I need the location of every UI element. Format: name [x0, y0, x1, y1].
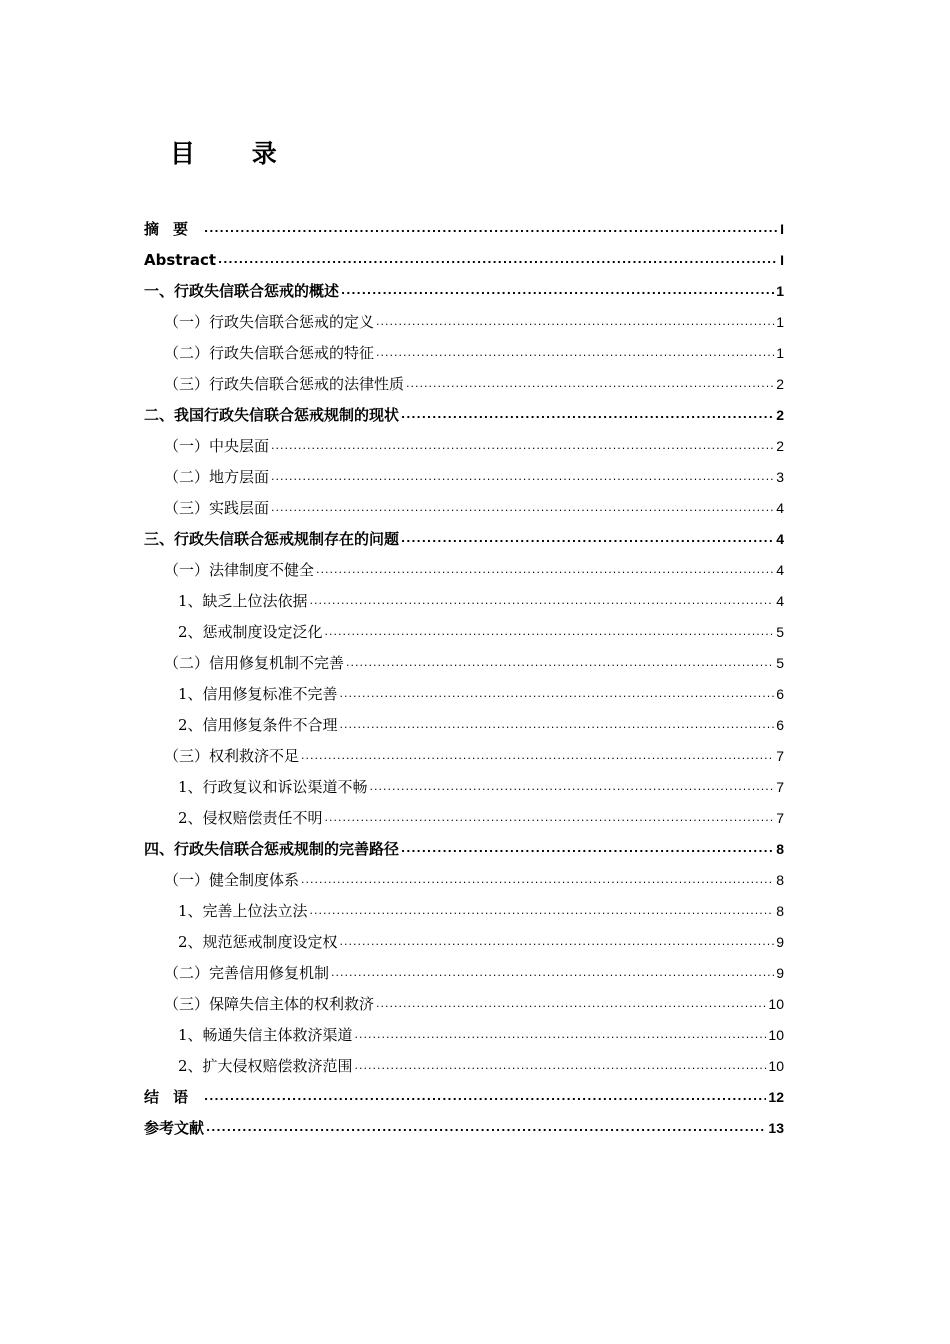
toc-entry[interactable] — [144, 648, 784, 679]
toc-entry-page: 7 — [776, 779, 784, 795]
toc-entry-page: 6 — [776, 717, 784, 733]
toc-entry[interactable] — [144, 958, 784, 989]
toc-leader-dots — [376, 306, 774, 337]
toc-entry-page: 9 — [776, 965, 784, 981]
toc-entry[interactable] — [144, 1113, 784, 1144]
toc-entry[interactable] — [144, 307, 784, 338]
toc-entry[interactable] — [144, 617, 784, 648]
toc-entry-label: 1、缺乏上位法依据 — [178, 592, 308, 610]
toc-entry-page: 8 — [776, 841, 784, 857]
toc-leader-dots — [346, 647, 774, 678]
toc-entry-label: （一）中央层面 — [164, 437, 270, 455]
toc-entry-page: 10 — [768, 1058, 784, 1074]
toc-leader-dots — [310, 895, 775, 926]
page-title: 目 录 — [170, 139, 301, 168]
toc-entry-page: 9 — [776, 934, 784, 950]
toc-leader-dots — [204, 1081, 766, 1112]
toc-entry-page: 6 — [776, 686, 784, 702]
toc-entry-label: （三）实践层面 — [164, 499, 270, 517]
toc-entry-label: 参考文献 — [144, 1119, 205, 1137]
toc-entry-page: 10 — [768, 1027, 784, 1043]
toc-entry[interactable] — [144, 803, 784, 834]
toc-entry[interactable] — [144, 493, 784, 524]
toc-entry-label: 结语 — [144, 1088, 203, 1106]
toc-leader-dots — [401, 523, 774, 554]
toc-entry-page: 10 — [768, 996, 784, 1012]
toc-leader-dots — [340, 678, 775, 709]
toc-entry[interactable] — [144, 1082, 784, 1113]
toc-entry-page: 13 — [768, 1120, 784, 1136]
toc-leader-dots — [218, 244, 778, 275]
toc-entry-label: 2、侵权赔偿责任不明 — [178, 809, 323, 827]
toc-entry-page: 4 — [776, 593, 784, 609]
toc-leader-dots — [401, 833, 774, 864]
toc-leader-dots — [341, 275, 774, 306]
toc-entry[interactable] — [144, 214, 784, 245]
toc-entry-label: 1、信用修复标准不完善 — [178, 685, 338, 703]
toc-entry[interactable] — [144, 276, 784, 307]
toc-entry-label: 2、惩戒制度设定泛化 — [178, 623, 323, 641]
toc-leader-dots — [370, 771, 775, 802]
toc-entry-label: 2、扩大侵权赔偿救济范围 — [178, 1057, 353, 1075]
toc-entry-page: I — [780, 252, 784, 268]
toc-leader-dots — [271, 492, 774, 523]
toc-entry-label: 四、行政失信联合惩戒规制的完善路径 — [144, 840, 400, 858]
toc-leader-dots — [301, 864, 774, 895]
toc-entry-label: （二）信用修复机制不完善 — [164, 654, 345, 672]
toc-entry-page: 2 — [776, 438, 784, 454]
toc-leader-dots — [206, 1112, 766, 1143]
toc-entry-page: 1 — [776, 314, 784, 330]
toc-entry-page: 8 — [776, 872, 784, 888]
toc-entry-label: 1、畅通失信主体救济渠道 — [178, 1026, 353, 1044]
toc-entry[interactable] — [144, 741, 784, 772]
toc-leader-dots — [376, 988, 766, 1019]
toc-entry-page: 3 — [776, 469, 784, 485]
toc-entry[interactable] — [144, 896, 784, 927]
toc-leader-dots — [340, 926, 775, 957]
toc-leader-dots — [340, 709, 775, 740]
toc-leader-dots — [271, 461, 774, 492]
toc-leader-dots — [331, 957, 774, 988]
toc-entry-label: （二）完善信用修复机制 — [164, 964, 330, 982]
toc-entry-label: 一、行政失信联合惩戒的概述 — [144, 282, 340, 300]
toc-entry-label: （二）地方层面 — [164, 468, 270, 486]
toc-entry-page: 1 — [776, 345, 784, 361]
toc-entry[interactable] — [144, 1051, 784, 1082]
toc-entry[interactable] — [144, 989, 784, 1020]
toc-leader-dots — [310, 585, 775, 616]
toc-entry-label: 二、我国行政失信联合惩戒规制的现状 — [144, 406, 400, 424]
toc-entry[interactable] — [144, 865, 784, 896]
toc-entry-page: 5 — [776, 655, 784, 671]
toc-entry-label: 2、信用修复条件不合理 — [178, 716, 338, 734]
toc-entry[interactable] — [144, 369, 784, 400]
toc-leader-dots — [271, 430, 774, 461]
toc-leader-dots — [204, 213, 778, 244]
toc-entry-label: 三、行政失信联合惩戒规制存在的问题 — [144, 530, 400, 548]
toc-entry-label: （三）保障失信主体的权利救济 — [164, 995, 375, 1013]
toc-entry-page: 7 — [776, 810, 784, 826]
toc-entry[interactable] — [144, 524, 784, 555]
toc-entry-page: 4 — [776, 500, 784, 516]
toc-entry-page: 2 — [776, 407, 784, 423]
toc-entry[interactable] — [144, 338, 784, 369]
toc-entry-label: （一）法律制度不健全 — [164, 561, 315, 579]
toc-leader-dots — [316, 554, 774, 585]
toc-entry[interactable] — [144, 245, 784, 276]
toc-leader-dots — [325, 616, 775, 647]
toc-entry-page: 2 — [776, 376, 784, 392]
toc-entry[interactable] — [144, 400, 784, 431]
toc-entry-label: 1、行政复议和诉讼渠道不畅 — [178, 778, 368, 796]
toc-entry[interactable] — [144, 710, 784, 741]
toc-entry[interactable] — [144, 431, 784, 462]
toc-entry[interactable] — [144, 927, 784, 958]
toc-entry-label: （一）健全制度体系 — [164, 871, 300, 889]
toc-entry-label: （三）权利救济不足 — [164, 747, 300, 765]
toc-entry[interactable] — [144, 834, 784, 865]
toc-leader-dots — [301, 740, 774, 771]
toc-entry-page: 8 — [776, 903, 784, 919]
toc-leader-dots — [376, 337, 774, 368]
toc-leader-dots — [355, 1019, 767, 1050]
toc-entry-page: 7 — [776, 748, 784, 764]
toc-entry-page: I — [780, 221, 784, 237]
toc-entry[interactable] — [144, 555, 784, 586]
toc-entry-page: 5 — [776, 624, 784, 640]
toc-leader-dots — [325, 802, 775, 833]
toc-entry-label: （二）行政失信联合惩戒的特征 — [164, 344, 375, 362]
toc-entry-label: 1、完善上位法立法 — [178, 902, 308, 920]
table-of-contents — [144, 214, 784, 1144]
toc-entry[interactable] — [144, 679, 784, 710]
toc-entry-page: 12 — [768, 1089, 784, 1105]
toc-entry-label: 摘要 — [144, 220, 203, 238]
toc-entry[interactable] — [144, 586, 784, 617]
toc-entry-label: Abstract — [144, 251, 217, 269]
toc-entry-page: 1 — [776, 283, 784, 299]
toc-entry[interactable] — [144, 772, 784, 803]
toc-leader-dots — [355, 1050, 767, 1081]
toc-entry-label: （三）行政失信联合惩戒的法律性质 — [164, 375, 405, 393]
toc-leader-dots — [406, 368, 774, 399]
toc-entry[interactable] — [144, 462, 784, 493]
toc-entry-page: 4 — [776, 531, 784, 547]
toc-entry-label: （一）行政失信联合惩戒的定义 — [164, 313, 375, 331]
toc-entry[interactable] — [144, 1020, 784, 1051]
toc-entry-label: 2、规范惩戒制度设定权 — [178, 933, 338, 951]
toc-entry-page: 4 — [776, 562, 784, 578]
toc-leader-dots — [401, 399, 774, 430]
